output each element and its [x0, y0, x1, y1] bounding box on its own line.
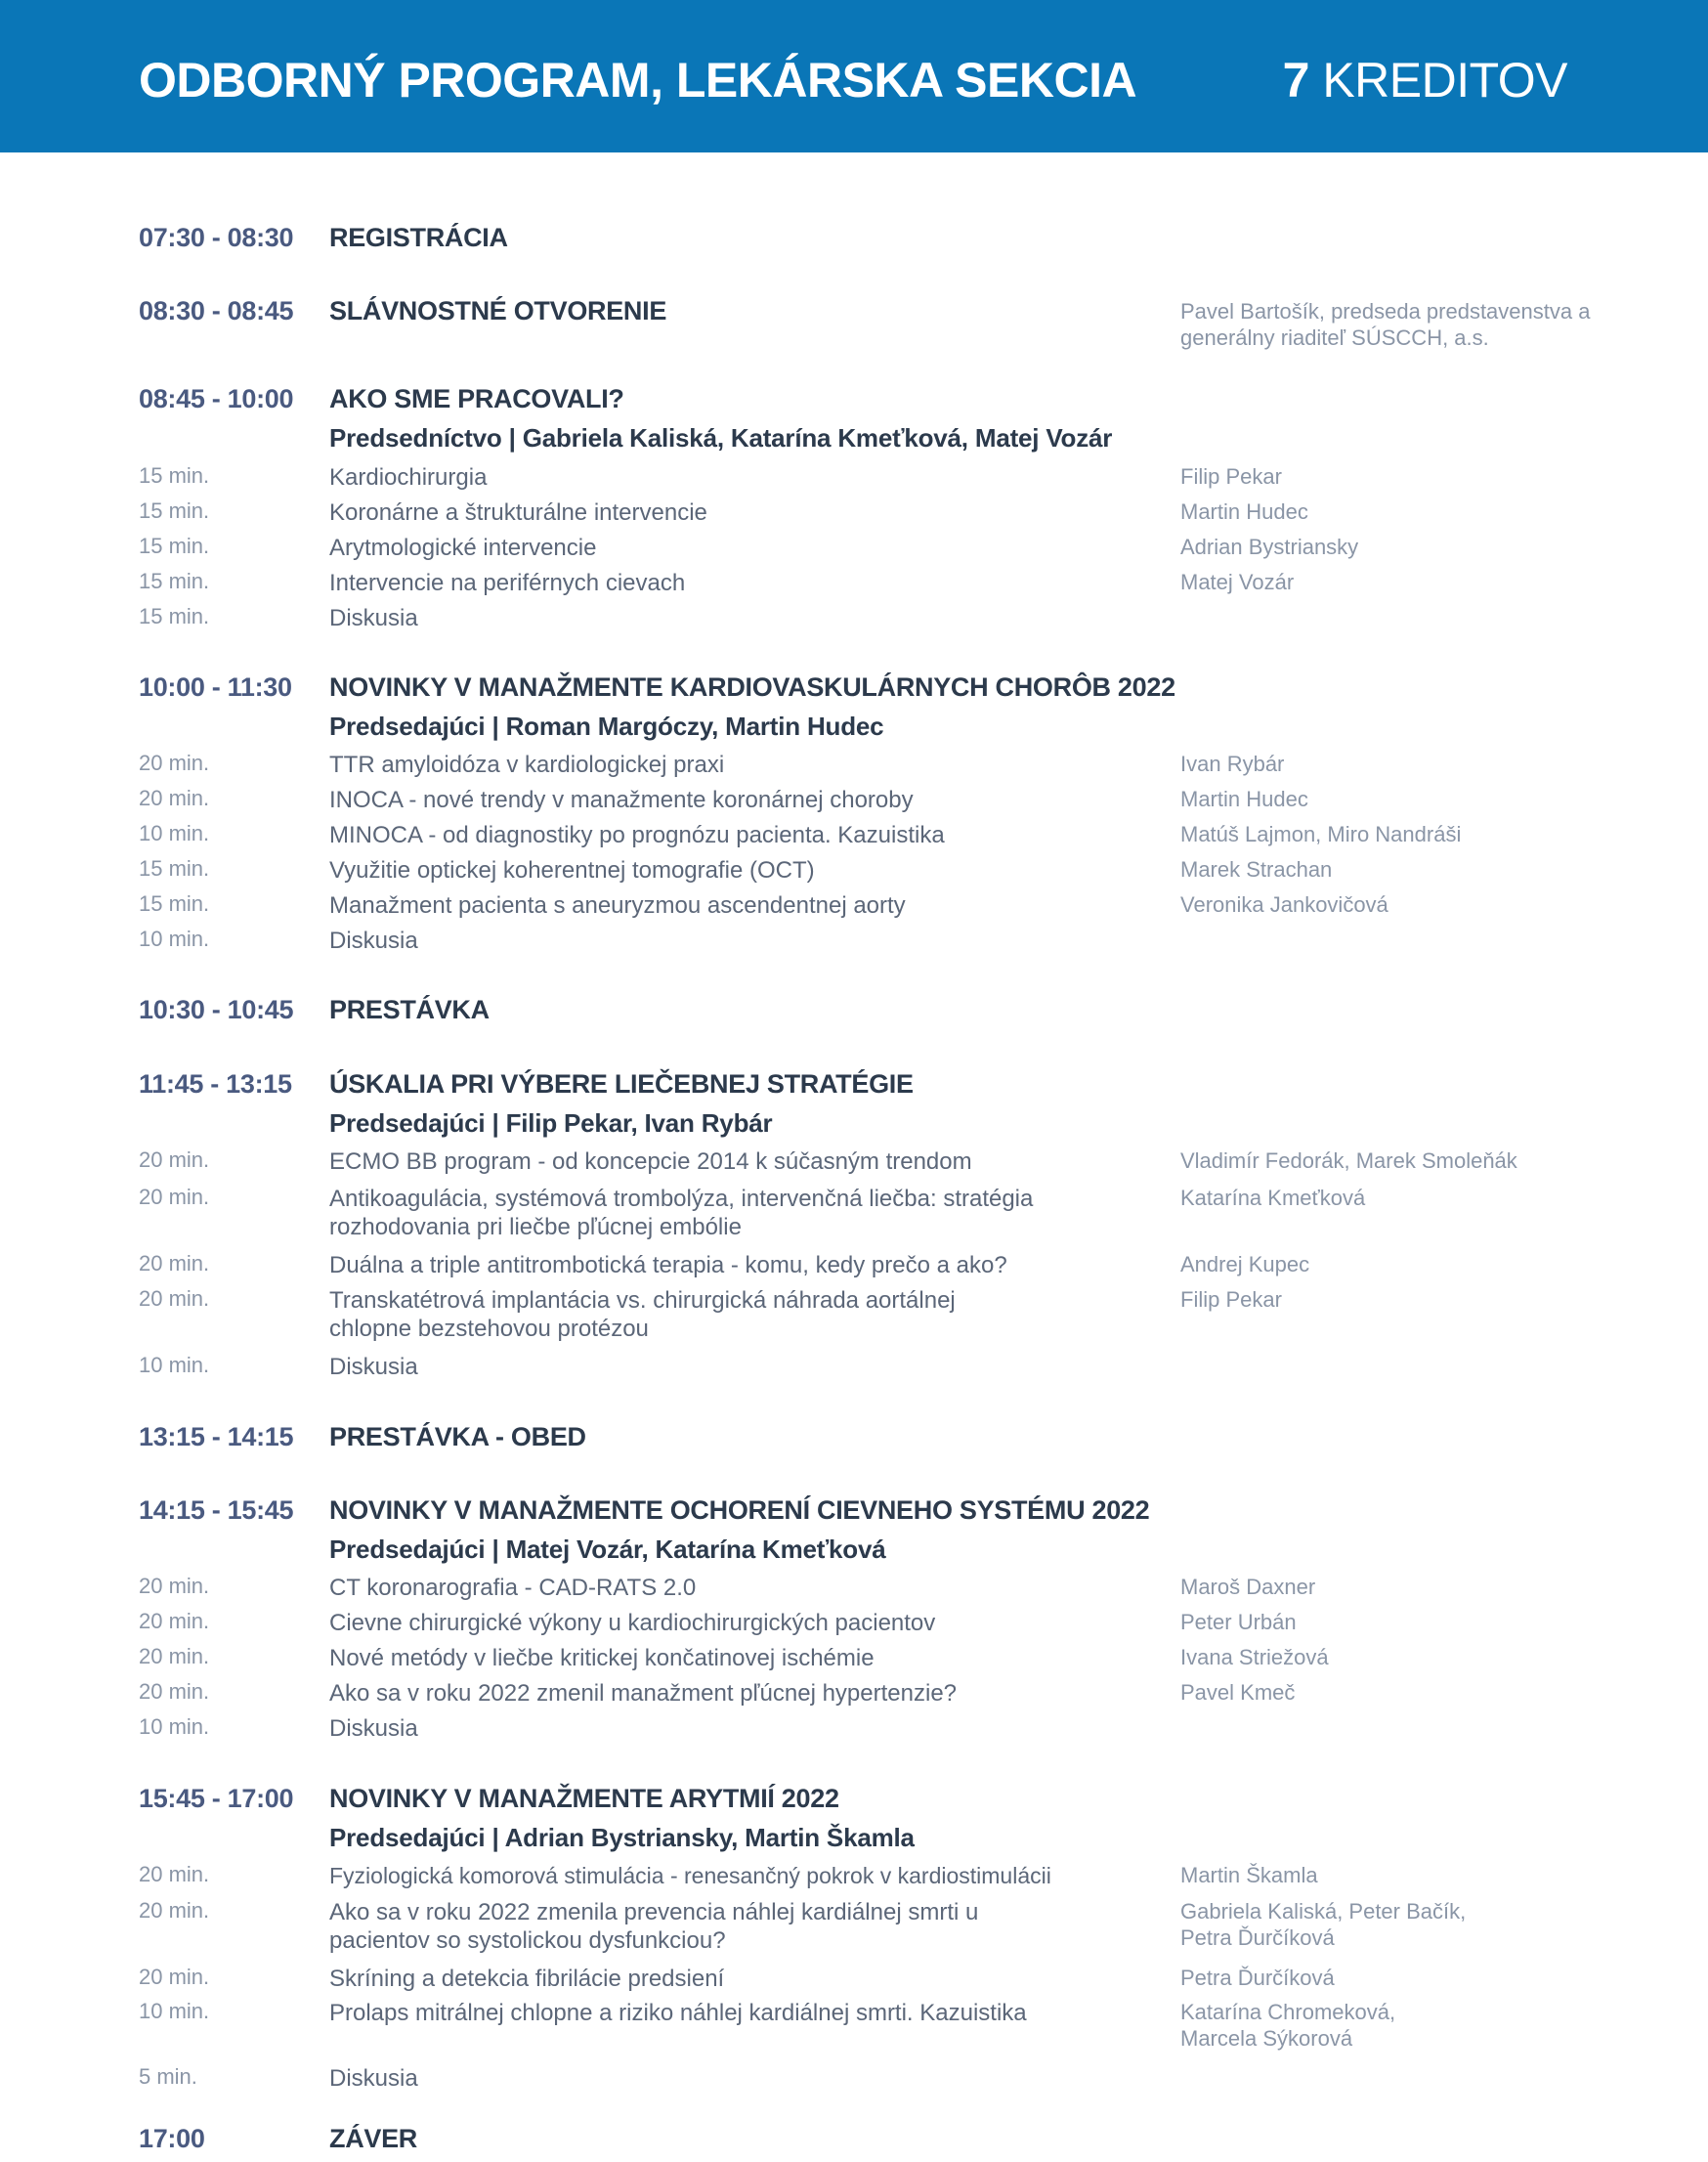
talk-speaker: Martin Hudec: [1180, 499, 1308, 524]
talk-title: INOCA - nové trendy v manažmente koronárnej choroby: [329, 787, 914, 813]
talk-speaker: Pavel Kmeč: [1180, 1680, 1296, 1705]
talk-speaker: Martin Škamla: [1180, 1863, 1318, 1887]
talk-title: TTR amyloidóza v kardiologickej praxi: [329, 752, 725, 778]
talk-duration: 20 min.: [139, 751, 210, 775]
talk-title: Diskusia: [329, 1715, 418, 1742]
talk-title: Ako sa v roku 2022 zmenila prevencia náhlej kardiálnej smrti u pacientov so systolickou dysfunkciou?: [329, 1899, 979, 1954]
talk-duration: 20 min.: [139, 1965, 210, 1989]
talk-title: Antikoagulácia, systémová trombolýza, intervenčná liečba: stratégia rozhodovania pri liečbe pľúcnej embólie: [329, 1186, 1034, 1240]
talk-title: Manažment pacienta s aneuryzmou ascendentnej aorty: [329, 892, 906, 919]
talk-speaker: Ivan Rybár: [1180, 752, 1285, 776]
header-banner: [0, 0, 1708, 152]
session-title: ÚSKALIA PRI VÝBERE LIEČEBNEJ STRATÉGIE: [329, 1069, 914, 1099]
session-chairs: Predsedníctvo | Gabriela Kaliská, Katarína Kmeťková, Matej Vozár: [329, 423, 1113, 453]
talk-title: Intervencie na periférnych cievach: [329, 570, 686, 596]
talk-duration: 20 min.: [139, 1574, 210, 1598]
session-time: 13:15 - 14:15: [139, 1422, 294, 1451]
talk-title: Ako sa v roku 2022 zmenil manažment pľúcnej hypertenzie?: [329, 1680, 958, 1707]
session-title: NOVINKY V MANAŽMENTE KARDIOVASKULÁRNYCH CHORÔB 2022: [329, 672, 1175, 702]
talk-title: Duálna a triple antitrombotická terapia - komu, kedy prečo a ako?: [329, 1252, 1007, 1278]
session-title: NOVINKY V MANAŽMENTE OCHORENÍ CIEVNEHO SYSTÉMU 2022: [329, 1495, 1150, 1525]
session-time: 07:30 - 08:30: [139, 223, 294, 252]
talk-speaker: Martin Hudec: [1180, 787, 1308, 811]
session-time: 11:45 - 13:15: [139, 1069, 292, 1099]
talk-title: Fyziologická komorová stimulácia - renesančný pokrok v kardiostimulácii: [329, 1863, 1051, 1888]
session-title: ZÁVER: [329, 2124, 418, 2153]
talk-duration: 20 min.: [139, 1898, 210, 1923]
talk-title: CT koronarografia - CAD-RATS 2.0: [329, 1575, 697, 1601]
talk-duration: 15 min.: [139, 569, 210, 593]
session-title: PRESTÁVKA: [329, 995, 490, 1024]
talk-speaker: Marek Strachan: [1180, 857, 1333, 882]
talk-speaker: Matúš Lajmon, Miro Nandráši: [1180, 822, 1462, 846]
talk-title: MINOCA - od diagnostiky po prognózu pacienta. Kazuistika: [329, 822, 945, 848]
session-title: SLÁVNOSTNÉ OTVORENIE: [329, 296, 667, 325]
talk-title: Využitie optickej koherentnej tomografie (OCT): [329, 857, 815, 884]
talk-speaker: Ivana Striežová: [1180, 1645, 1329, 1669]
session-time: 08:30 - 08:45: [139, 296, 294, 325]
credits-text: KREDITOV: [1322, 53, 1567, 108]
session-chairs: Predsedajúci | Matej Vozár, Katarína Kmeťková: [329, 1535, 886, 1564]
talk-speaker: Maroš Daxner: [1180, 1575, 1316, 1599]
talk-duration: 10 min.: [139, 927, 210, 951]
talk-title: Prolaps mitrálnej chlopne a riziko náhlej kardiálnej smrti. Kazuistika: [329, 2000, 1027, 2026]
session-title: PRESTÁVKA - OBED: [329, 1422, 586, 1451]
talk-duration: 15 min.: [139, 891, 210, 916]
talk-title: Diskusia: [329, 605, 418, 631]
session-time: 14:15 - 15:45: [139, 1495, 294, 1525]
credits-number: 7: [1282, 53, 1309, 108]
session-speaker: Pavel Bartošík, predseda predstavenstva a generálny riaditeľ SÚSCCH, a.s.: [1180, 299, 1591, 350]
talk-duration: 10 min.: [139, 821, 210, 845]
talk-speaker: Gabriela Kaliská, Peter Bačík, Petra Ďurčíková: [1180, 1899, 1467, 1950]
talk-speaker: Matej Vozár: [1180, 570, 1295, 594]
talk-duration: 15 min.: [139, 498, 210, 523]
talk-speaker: Filip Pekar: [1180, 464, 1282, 489]
session-title: AKO SME PRACOVALI?: [329, 384, 624, 413]
session-title: NOVINKY V MANAŽMENTE ARYTMIÍ 2022: [329, 1784, 839, 1813]
session-chairs: Predsedajúci | Filip Pekar, Ivan Rybár: [329, 1108, 773, 1138]
talk-title: Arytmologické intervencie: [329, 535, 597, 561]
credits-label: [1283, 52, 1567, 108]
talk-duration: 20 min.: [139, 1609, 210, 1633]
session-time: 10:00 - 11:30: [139, 672, 292, 702]
session-time: 08:45 - 10:00: [139, 384, 294, 413]
talk-duration: 20 min.: [139, 786, 210, 810]
talk-speaker: Katarína Kmeťková: [1180, 1186, 1366, 1210]
talk-speaker: Veronika Jankovičová: [1180, 892, 1388, 917]
session-time: 10:30 - 10:45: [139, 995, 294, 1024]
talk-duration: 10 min.: [139, 1353, 210, 1377]
talk-duration: 10 min.: [139, 1714, 210, 1739]
talk-title: Transkatétrová implantácia vs. chirurgická náhrada aortálnej chlopne bezstehovou protézou: [329, 1287, 956, 1342]
talk-duration: 15 min.: [139, 856, 210, 881]
talk-duration: 20 min.: [139, 1644, 210, 1668]
talk-title: Koronárne a štrukturálne intervencie: [329, 499, 707, 526]
talk-duration: 20 min.: [139, 1251, 210, 1276]
talk-speaker: Filip Pekar: [1180, 1287, 1282, 1312]
talk-title: Skríning a detekcia fibrilácie predsiení: [329, 1966, 725, 1992]
session-chairs: Predsedajúci | Adrian Bystriansky, Martin Škamla: [329, 1823, 915, 1852]
talk-title: Nové metódy v liečbe kritickej končatinovej ischémie: [329, 1645, 875, 1671]
talk-title: Diskusia: [329, 1354, 418, 1380]
session-time: 15:45 - 17:00: [139, 1784, 294, 1813]
talk-duration: 20 min.: [139, 1147, 210, 1172]
talk-speaker: Vladimír Fedorák, Marek Smoleňák: [1180, 1148, 1517, 1173]
talk-title: Diskusia: [329, 2065, 418, 2092]
session-time: 17:00: [139, 2124, 205, 2153]
page-title: ODBORNÝ PROGRAM, LEKÁRSKA SEKCIA: [139, 53, 1137, 108]
talk-duration: 20 min.: [139, 1862, 210, 1886]
talk-speaker: Katarína Chromeková, Marcela Sýkorová: [1180, 2000, 1396, 2051]
talk-title: Cievne chirurgické výkony u kardiochirurgických pacientov: [329, 1610, 936, 1636]
session-chairs: Predsedajúci | Roman Margóczy, Martin Hudec: [329, 712, 884, 741]
talk-speaker: Petra Ďurčíková: [1180, 1966, 1335, 1990]
talk-title: Diskusia: [329, 928, 418, 954]
talk-duration: 20 min.: [139, 1679, 210, 1704]
talk-duration: 15 min.: [139, 534, 210, 558]
talk-title: Kardiochirurgia: [329, 464, 488, 491]
session-title: REGISTRÁCIA: [329, 223, 508, 252]
talk-duration: 15 min.: [139, 463, 210, 488]
talk-duration: 5 min.: [139, 2064, 197, 2089]
talk-duration: 20 min.: [139, 1286, 210, 1311]
talk-title: ECMO BB program - od koncepcie 2014 k súčasným trendom: [329, 1148, 972, 1175]
talk-duration: 10 min.: [139, 1999, 210, 2023]
talk-speaker: Andrej Kupec: [1180, 1252, 1310, 1276]
talk-duration: 15 min.: [139, 604, 210, 628]
talk-speaker: Adrian Bystriansky: [1180, 535, 1359, 559]
talk-speaker: Peter Urbán: [1180, 1610, 1297, 1634]
talk-duration: 20 min.: [139, 1185, 210, 1209]
